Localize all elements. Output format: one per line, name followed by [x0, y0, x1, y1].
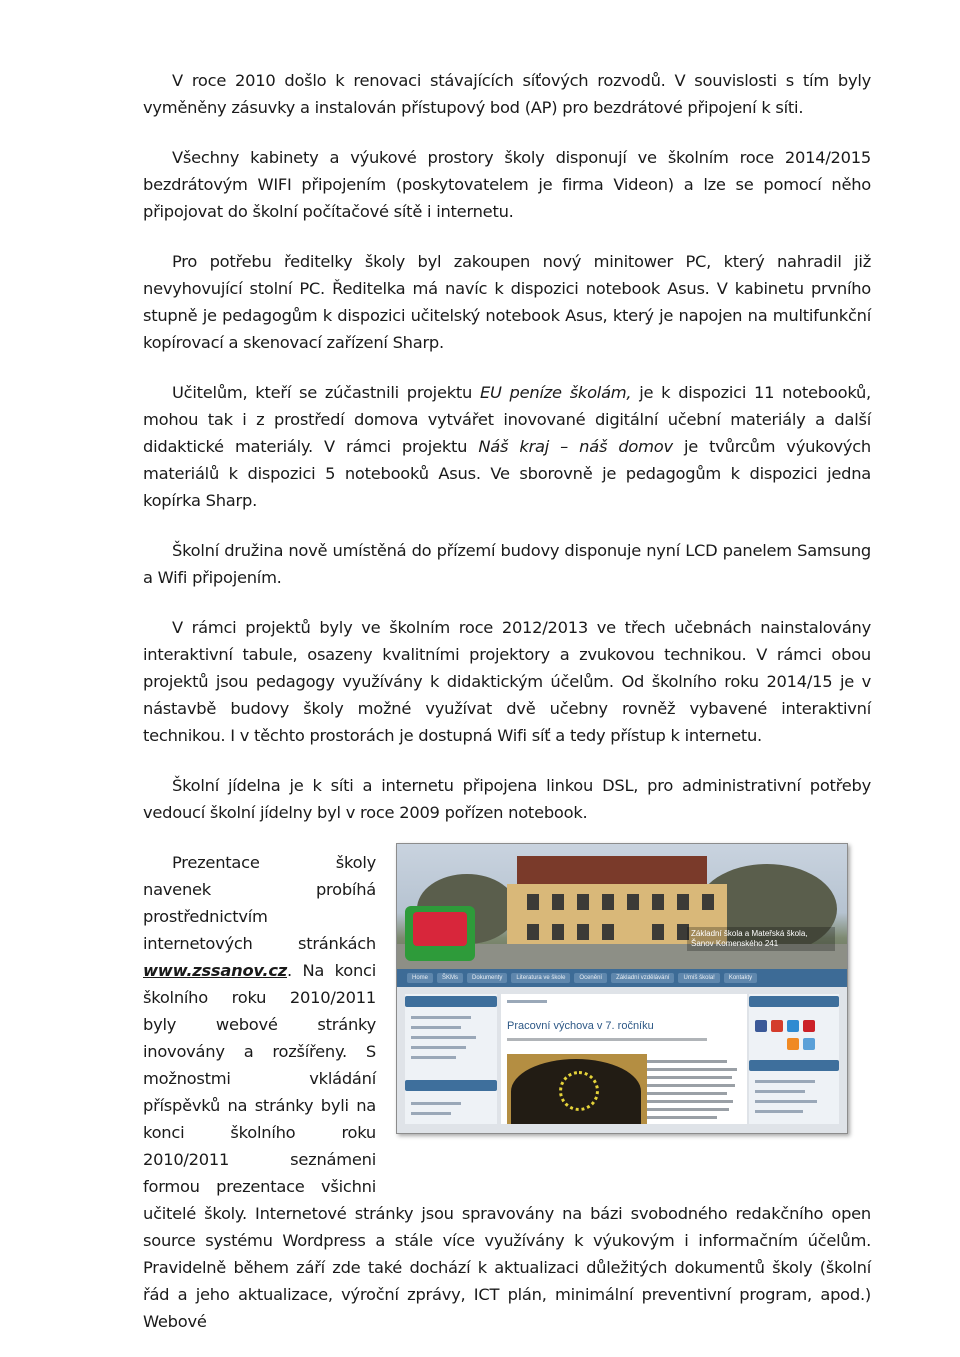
paragraph-notebooks: Učitelům, kteří se zúčastnili projektu EU peníze školám, je k dispozici 11 notebooků, mohou tak i z prostředí domova vytvářet inovované digitální učební materiály a další didaktické materiály. V rámci projektu Náš kraj – náš domov je tvůrcům výukových materiálů k dispozici 5 notebooků Asus. Ve sborovně je pedagogům k dispozici jedna kopírka Sharp.	[143, 383, 872, 510]
rss-icon	[787, 1038, 799, 1050]
paragraph-interactive-boards: V rámci projektů byly ve školním roce 2012/2013 ve třech učebnách nainstalovány interaktivní tabule, osazeny kvalitními projektory a zvukovou technikou. V rámci obou projektů jsou pedagogy využívány k didaktickým účelům. Od školního roku 2014/15 je v nástavbě budovy školy možné využívat dvě učebny rovněž vybavené interaktivní technikou. I v těchto prostorách je dostupná Wifi síť a tedy přístup k internetu.	[143, 618, 871, 745]
paragraph-druzina: Školní družina nově umístěná do přízemí budovy disponuje nyní LCD panelem Samsung a Wifi připojením.	[143, 541, 871, 587]
body-text	[143, 67, 871, 1335]
paragraph-network: V roce 2010 došlo k renovaci stávajících síťových rozvodů. V souvislosti s tím byly vyměněny zásuvky a instalován přístupový bod (AP) pro bezdrátové připojení k síti.	[143, 71, 871, 117]
nav-item: Ocenění	[574, 973, 607, 983]
nav-item: Základní vzdělávání	[611, 973, 674, 983]
social-icon	[771, 1020, 783, 1032]
social-icon	[803, 1038, 815, 1050]
egg-photo	[511, 1059, 641, 1124]
post-title: Pracovní výchova v 7. ročníku	[507, 1020, 654, 1032]
site-right-sidebar	[749, 994, 839, 1124]
nav-item: Dokumenty	[467, 973, 507, 983]
paragraph-wifi: Všechny kabinety a výukové prostory školy disponují ve školním roce 2014/2015 bezdrátovým WIFI připojením (poskytovatelem je firma Videon) a lze se pomocí něho připojovat do školní počítačové sítě i internetu.	[143, 148, 871, 221]
site-left-sidebar	[405, 994, 497, 1124]
site-nav	[397, 969, 847, 987]
banner-photo	[397, 844, 847, 969]
site-main	[501, 994, 747, 1124]
nav-item: Umíš škola!	[678, 973, 719, 983]
paragraph-director-pc: Pro potřebu ředitelky školy byl zakoupen nový minitower PC, který nahradil již nevyhovující stolní PC. Ředitelka má navíc k dispozici notebook Asus. V kabinetu prvního stupně je pedagogům k dispozici učitelský notebook Asus, který je napojen na multifunkční kopírovací a skenovací zařízení Sharp.	[143, 252, 871, 352]
social-icon	[803, 1020, 815, 1032]
paragraph-website-continued: učitelé školy. Internetové stránky jsou spravovány na bázi svobodného redakčního open source systému Wordpress a stále více využívány k výukovým i informačním účelům. Pravidelně během září zde také dochází k aktualizaci důležitých dokumentů školy (školní řád a jeho aktualizace, výroční zprávy, ICT plán, minimální preventivní program, apod.) Webové	[143, 1204, 871, 1331]
school-logo	[405, 906, 475, 961]
nav-item: Literatura ve škole	[511, 973, 570, 983]
nav-item: Kontakty	[724, 973, 757, 983]
nav-item: ŠKMs	[437, 973, 463, 983]
paragraph-canteen: Školní jídelna je k síti a internetu připojena linkou DSL, pro administrativní potřeby vedoucí školní jídelny byl v roce 2009 pořízen notebook.	[143, 776, 871, 822]
facebook-icon	[755, 1020, 767, 1032]
website-screenshot	[396, 843, 848, 1134]
website-link[interactable]: www.zssanov.cz	[143, 961, 287, 980]
nav-item: Home	[407, 973, 433, 983]
social-icon	[787, 1020, 799, 1032]
banner-caption: Základní škola a Mateřská škola, Šanov Komenského 241	[687, 927, 835, 951]
paragraph-website-narrow: Prezentace školy navenek probíhá prostřednictvím internetových stránkách www.zssanov.cz. Na konci školního roku 2010/2011 byly webové stránky inovovány a rozšířeny. S možnostmi vkládání příspěvků na stránky byli na konci školního roku 2010/2011 seznámeni formou prezentace všichni	[143, 853, 376, 1196]
